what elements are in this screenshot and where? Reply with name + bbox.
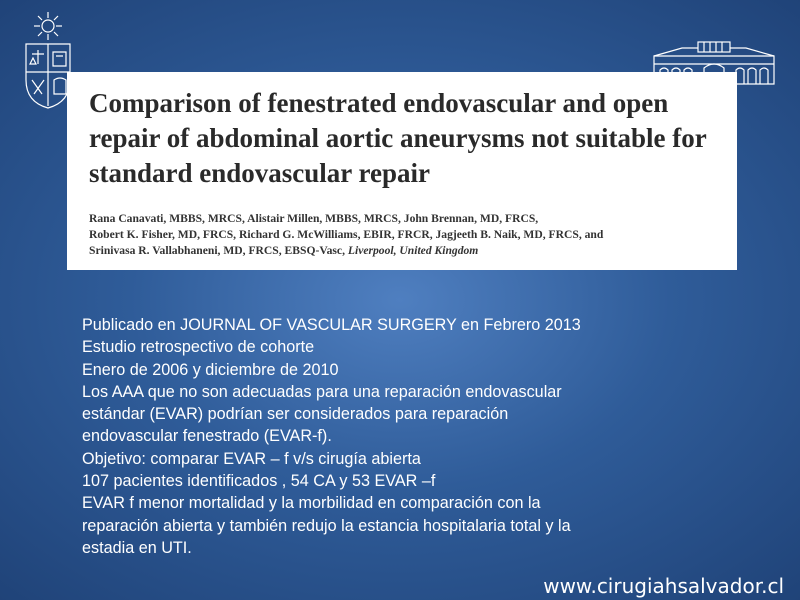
summary-text <box>82 314 762 559</box>
summary-line: 107 pacientes identificados , 54 CA y 53 EVAR –f <box>82 472 436 491</box>
summary-line: estadia en UTI. <box>82 538 192 557</box>
author-line: Robert K. Fisher, MD, FRCS, Richard G. McWilliams, EBIR, FRCR, Jagjeeth B. Naik, MD, FRCS, and <box>89 228 604 241</box>
author-affiliation: Liverpool, United Kingdom <box>347 244 479 257</box>
article-authors <box>89 211 715 259</box>
article-title: Comparison of fenestrated endovascular and open repair of abdominal aortic aneurysms not suitable for standard endovascular repair <box>89 88 707 188</box>
website-url: www.cirugiahsalvador.cl <box>543 574 784 598</box>
author-line <box>89 243 715 259</box>
summary-line: EVAR f menor mortalidad y la morbilidad en comparación con la <box>82 494 541 513</box>
summary-line: Enero de 2006 y diciembre de 2010 <box>82 360 339 379</box>
summary-line: Publicado en JOURNAL OF VASCULAR SURGERY en Febrero 2013 <box>82 316 581 334</box>
article-header-box <box>67 72 737 270</box>
author-line-names: Srinivasa R. Vallabhaneni, MD, FRCS, EBSQ-Vasc, <box>89 244 345 257</box>
summary-line: estándar (EVAR) podrían ser considerados para reparación <box>82 405 509 424</box>
summary-line: Los AAA que no son adecuadas para una reparación endovascular <box>82 382 562 401</box>
summary-line: endovascular fenestrado (EVAR-f). <box>82 427 332 446</box>
summary-line: Estudio retrospectivo de cohorte <box>82 338 315 357</box>
author-line: Rana Canavati, MBBS, MRCS, Alistair Millen, MBBS, MRCS, John Brennan, MD, FRCS, <box>89 212 539 225</box>
summary-line: Objetivo: comparar EVAR – f v/s cirugía abierta <box>82 449 421 468</box>
summary-line: reparación abierta y también redujo la estancia hospitalaria total y la <box>82 516 571 535</box>
